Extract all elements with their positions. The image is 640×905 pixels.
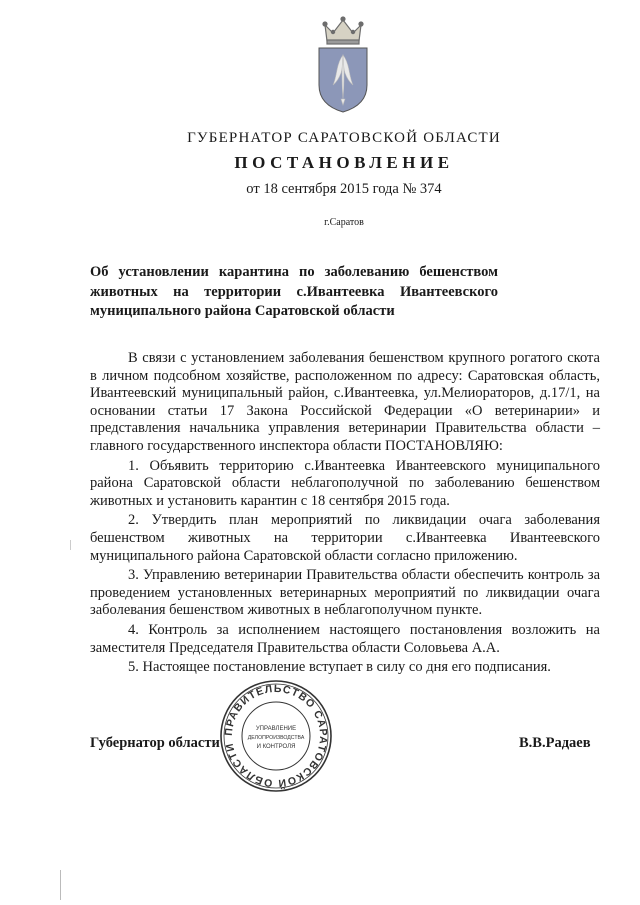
signatory-name: В.В.Радаев: [519, 735, 591, 751]
official-seal-stamp: [218, 678, 334, 794]
resolution-item: 5. Настоящее постановление вступает в силу со дня его подписания.: [128, 659, 551, 676]
title-line: Об установлении карантина по заболеванию бешенством: [90, 264, 498, 280]
document-date-number: от 18 сентября 2015 года № 374: [246, 181, 442, 197]
seal-inner-line: И КОНТРОЛЯ: [256, 744, 296, 750]
issuing-authority: ГУБЕРНАТОР САРАТОВСКОЙ ОБЛАСТИ: [187, 130, 501, 146]
resolution-item: 3. Управлению ветеринарии Правительства области обеспечить контроль за проведением установленных ветеринарных мероприятий по ликвидации очага заболевания бешенством животных в неблагополучном пункте.: [90, 567, 600, 619]
resolution-item: 4. Контроль за исполнением настоящего постановления возложить на заместителя Председателя Правительства области Соловьева А.А.: [90, 621, 600, 656]
title-line: животных на территории с.Ивантеевка Ивантеевского: [90, 283, 498, 300]
coat-of-arms-emblem: [313, 15, 373, 115]
signatory-position: Губернатор области: [90, 735, 220, 751]
crown-icon: [323, 17, 363, 44]
document-city: г.Саратов: [324, 217, 364, 228]
seal-inner-line: УПРАВЛЕНИЕ: [255, 726, 297, 732]
scan-margin-mark: [60, 870, 61, 900]
document-title: [90, 263, 498, 322]
document-type-heading: ПОСТАНОВЛЕНИЕ: [234, 153, 454, 172]
title-line: муниципального района Саратовской области: [90, 303, 395, 319]
document-body: [90, 350, 600, 677]
seal-outer-text: ПРАВИТЕЛЬСТВО САРАТОВСКОЙ ОБЛАСТИ: [222, 682, 330, 790]
resolution-item: 1. Объявить территорию с.Ивантеевка Ивантеевского муниципального района Саратовской области неблагополучной по заболеванию бешенством животных и установить карантин с 18 сентября 2015 года.: [90, 457, 600, 509]
resolution-item: 2. Утвердить план мероприятий по ликвидации очага заболевания бешенством животных на территории с.Ивантеевка Ивантеевского муниципального района Саратовской области согласно приложению.: [90, 512, 600, 564]
scan-margin-mark: [70, 540, 71, 550]
seal-inner-line: ДЕЛОПРОИЗВОДСТВА: [247, 735, 305, 741]
preamble-paragraph: В связи с установлением заболевания бешенством крупного рогатого скота в личном подсобном хозяйстве, расположенном по адресу: Саратовская область, Ивантеевский муниципальный район, с.Ивантеевка, ул.Мелиораторов, д.17/1, на основании статьи 17 Закона Российской Федерации «О ветеринарии» и представления начальника управления ветеринарии Правительства области – главного государственного инспектора области ПОСТАНОВЛЯЮ:: [90, 350, 600, 454]
